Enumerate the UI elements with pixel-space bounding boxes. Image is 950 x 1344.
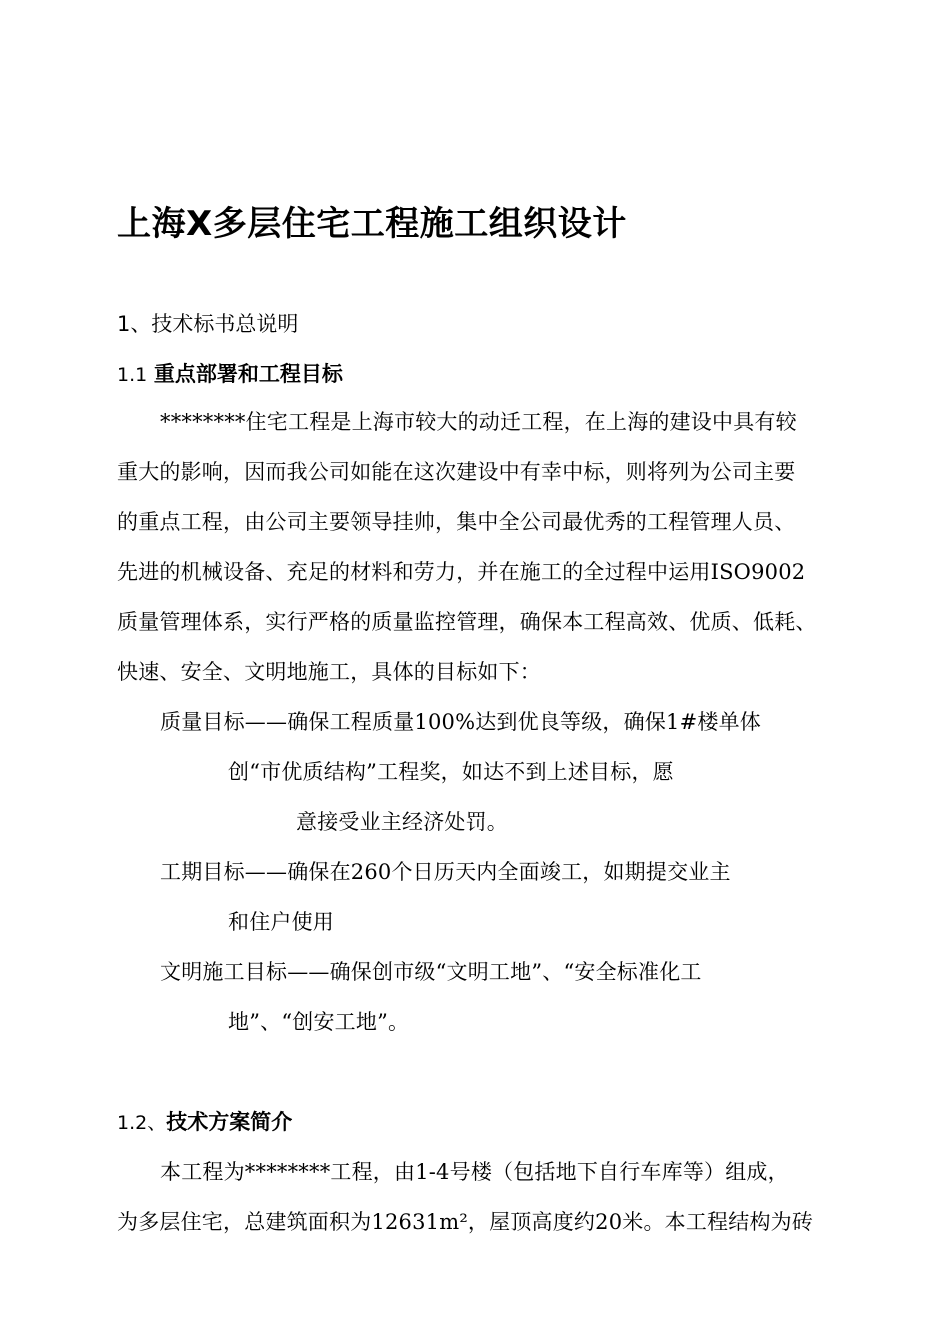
section-1-heading: 1、技术标书总说明 xyxy=(117,312,299,336)
civilized-construction-goal-line: 文明施工目标——确保创市级“文明工地”、“安全标准化工 xyxy=(160,960,702,984)
quality-goal-line: 质量目标——确保工程质量100%达到优良等级，确保1#楼单体 xyxy=(160,710,761,734)
section-1-1-heading xyxy=(117,358,343,388)
quality-goal-line: 创“市优质结构”工程奖，如达不到上述目标，愿 xyxy=(228,760,674,784)
section-1-2-heading xyxy=(117,1106,292,1136)
section-1-2-number: 1.2、 xyxy=(117,1112,167,1134)
paragraph-line: 先进的机械设备、充足的材料和劳力，并在施工的全过程中运用ISO9002 xyxy=(117,560,806,584)
schedule-goal-line: 和住户使用 xyxy=(228,910,334,934)
civilized-construction-goal-line: 地”、“创安工地”。 xyxy=(228,1010,410,1034)
section-1-1-title: 重点部署和工程目标 xyxy=(153,362,343,386)
schedule-goal-line: 工期目标——确保在260个日历天内全面竣工，如期提交业主 xyxy=(160,860,731,884)
paragraph-line: 质量管理体系，实行严格的质量监控管理，确保本工程高效、优质、低耗、 xyxy=(117,610,817,634)
paragraph-line: 快速、安全、文明地施工，具体的目标如下： xyxy=(117,660,541,684)
paragraph-line: 重大的影响，因而我公司如能在这次建设中有幸中标，则将列为公司主要 xyxy=(117,460,796,484)
section-1-2-title: 技术方案简介 xyxy=(166,1110,293,1134)
paragraph-line: 本工程为********工程，由1-4号楼（包括地下自行车库等）组成， xyxy=(160,1160,789,1184)
paragraph-line: ********住宅工程是上海市较大的动迁工程，在上海的建设中具有较 xyxy=(160,410,797,434)
paragraph-line: 的重点工程，由公司主要领导挂帅，集中全公司最优秀的工程管理人员、 xyxy=(117,510,796,534)
section-1-1-number: 1.1 xyxy=(117,364,148,386)
quality-goal-line: 意接受业主经济处罚。 xyxy=(296,810,508,834)
paragraph-line: 为多层住宅，总建筑面积为12631m²，屋顶高度约20米。本工程结构为砖 xyxy=(117,1210,814,1234)
document-title: 上海X多层住宅工程施工组织设计 xyxy=(117,204,627,244)
